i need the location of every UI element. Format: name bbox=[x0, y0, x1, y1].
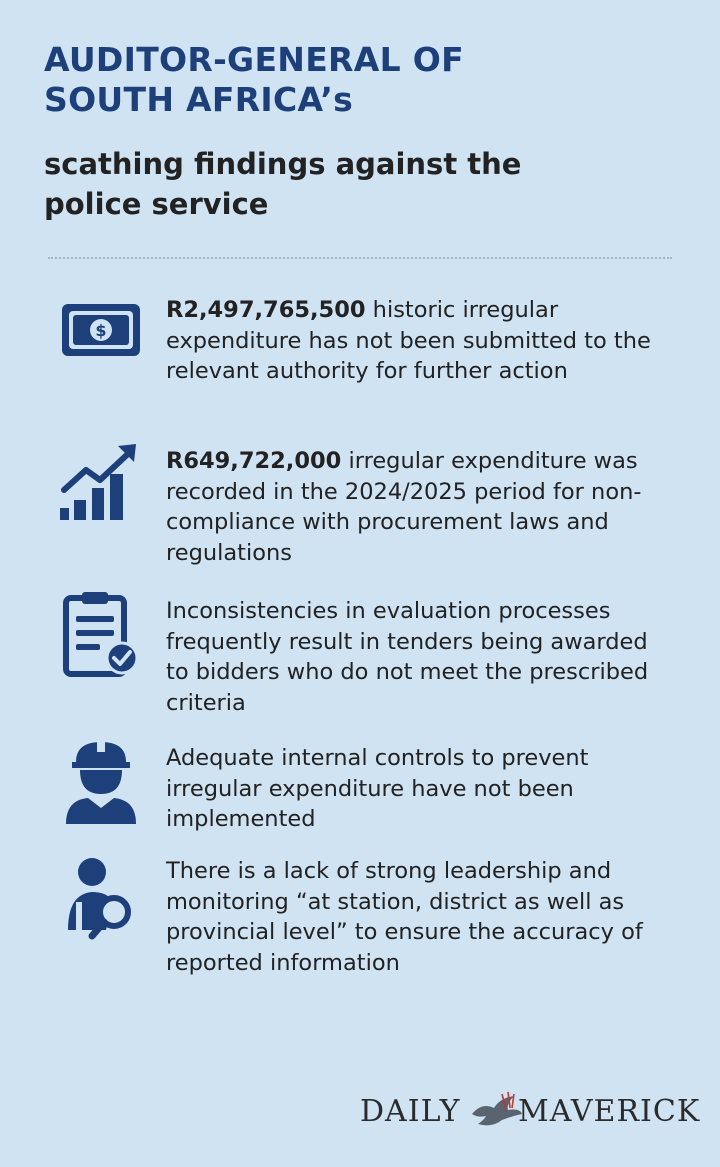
dotted-divider bbox=[48, 257, 672, 259]
finding-body-5: There is a lack of strong leadership and monitoring “at station, district as well as provincial level” to ensure the accuracy of reported information bbox=[166, 858, 643, 976]
person-search-icon bbox=[56, 854, 146, 944]
finding-text-5 bbox=[166, 856, 666, 978]
finding-text-2 bbox=[166, 446, 666, 568]
page-subtitle bbox=[44, 144, 684, 224]
finding-text-4 bbox=[166, 743, 666, 835]
daily-maverick-logo bbox=[360, 1088, 710, 1134]
title-line-2: SOUTH AFRICA’s bbox=[44, 80, 354, 119]
logo-word-daily: DAILY bbox=[360, 1094, 461, 1129]
money-icon bbox=[56, 290, 146, 380]
finding-text-1 bbox=[166, 295, 666, 387]
finding-body-3: Inconsistencies in evaluation processes frequently result in tenders being awarded to bidders who do not meet the prescribed criteria bbox=[166, 598, 649, 716]
finding-amount-2: R649,722,000 bbox=[166, 448, 342, 474]
page-title bbox=[44, 40, 684, 120]
clipboard-check-icon bbox=[56, 590, 146, 680]
subtitle-line-2: police service bbox=[44, 187, 269, 221]
growth-chart-icon bbox=[56, 440, 146, 530]
subtitle-line-1: scathing findings against the bbox=[44, 147, 522, 181]
logo-word-maverick: MAVERICK bbox=[518, 1094, 701, 1129]
finding-body-2: irregular expenditure was recorded in the 2024/2025 period for non-compliance with procurement laws and regulations bbox=[166, 448, 642, 566]
finding-text-3 bbox=[166, 596, 666, 718]
hard-hat-worker-icon bbox=[56, 738, 146, 828]
title-line-1: AUDITOR-GENERAL OF bbox=[44, 40, 464, 79]
svg-text:$: $ bbox=[95, 321, 107, 340]
finding-body-4: Adequate internal controls to prevent irregular expenditure have not been implemented bbox=[166, 745, 589, 832]
finding-body-1: historic irregular expenditure has not been submitted to the relevant authority for further action bbox=[166, 297, 651, 384]
finding-amount-1: R2,497,765,500 bbox=[166, 297, 366, 323]
bird-logo-icon bbox=[468, 1088, 524, 1134]
